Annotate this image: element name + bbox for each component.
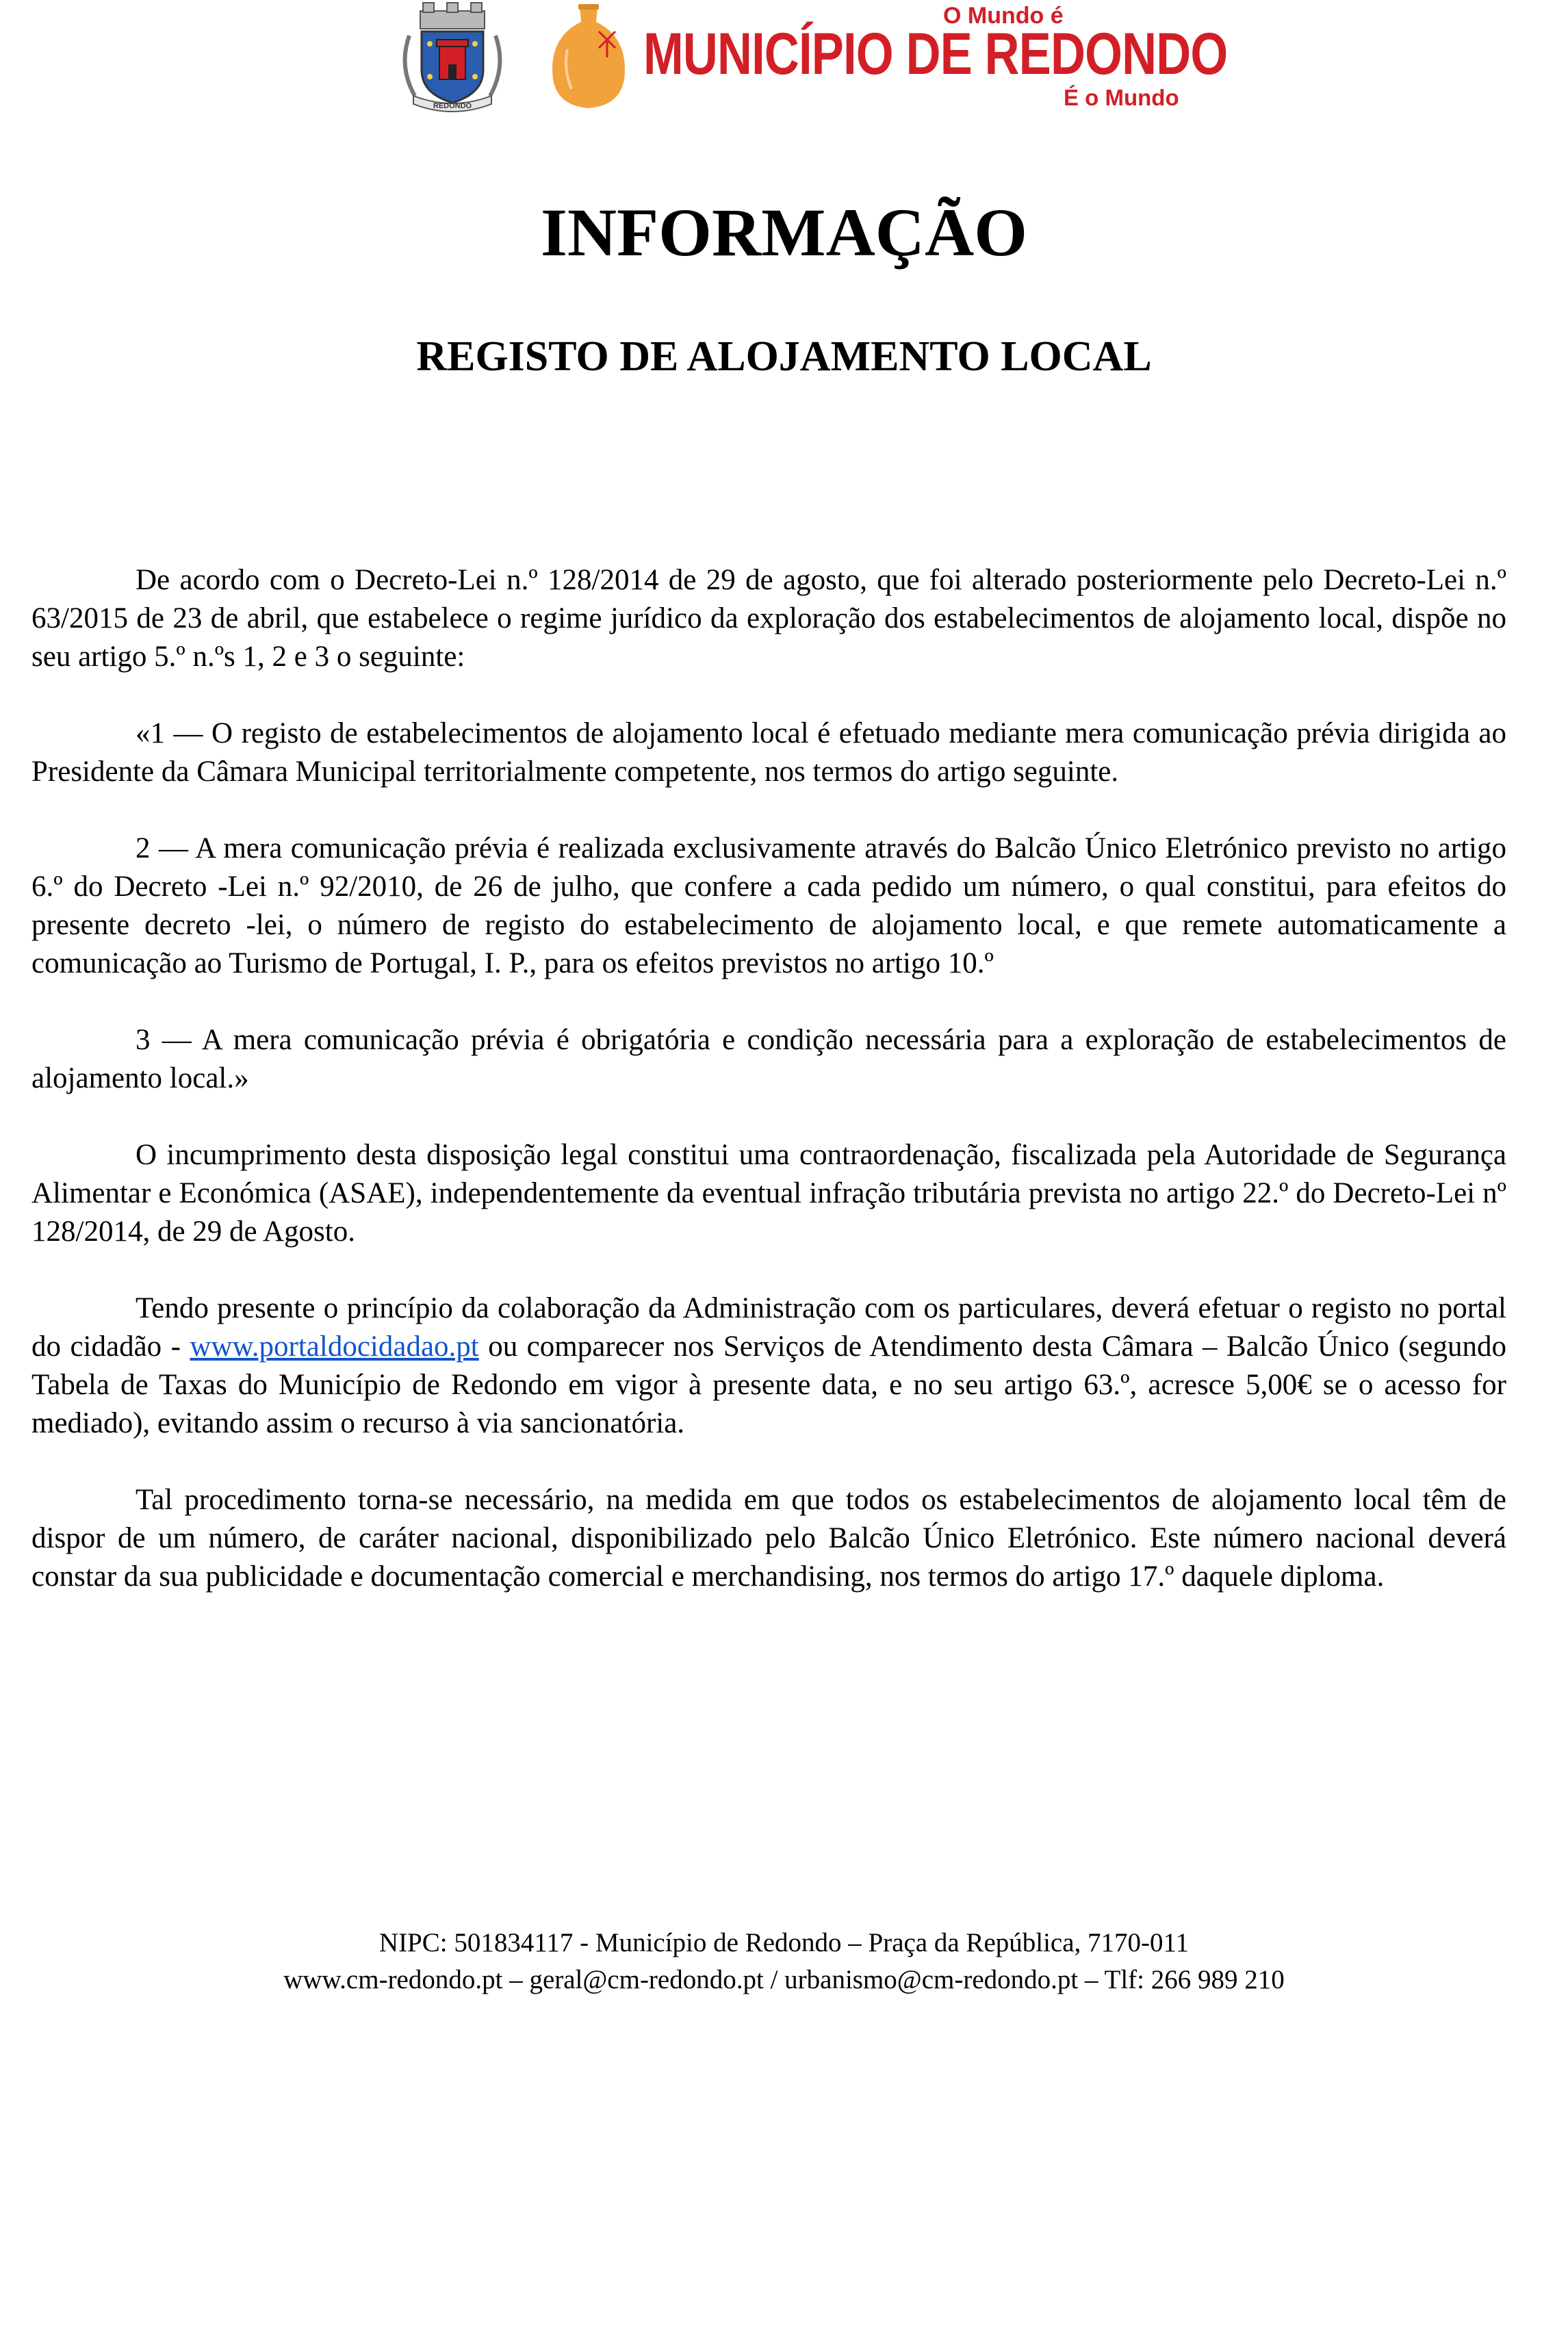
brand-name: MUNICÍPIO DE REDONDO (643, 21, 1228, 87)
paragraph-procedure: Tal procedimento torna-se necessário, na medida em que todos os estabelecimentos de alojamento local têm de dispor de um número, de caráter nacional, disponibilizado pelo Balcão Único Eletrónico. Este número nacional deverá constar da sua publicidade e documentação comercial e merchandising, nos termos do artigo 17.º daquele diploma. (31, 1484, 1506, 1593)
paragraph-infraction: O incumprimento desta disposição legal constitui uma contraordenação, fiscalizada pela Autoridade de Segurança Alimentar e Económica (ASAE), independentemente da eventual infração tributária prevista no artigo 22.º do Decreto-Lei nº 128/2014, de 29 de Agosto. (31, 1139, 1506, 1248)
municipal-crest-icon (394, 1, 511, 112)
portal-cidadao-link[interactable]: www.portaldocidadao.pt (190, 1330, 479, 1363)
document-subtitle: REGISTO DE ALOJAMENTO LOCAL (416, 333, 1152, 380)
brand-tagline-bottom: É o Mundo (1064, 85, 1179, 110)
footer-address: NIPC: 501834117 - Município de Redondo – Praça da República, 7170-011 (378, 1928, 1190, 1957)
document-title: INFORMAÇÃO (540, 194, 1028, 270)
registration-text-before: Tendo presente o princípio da colaboração da Administração com os particulares, deverá efetuar o registo no portal do cidadão - (31, 1292, 1506, 1363)
paragraph-quote-2: 2 — A mera comunicação prévia é realizada exclusivamente através do Balcão Único Eletrónico previsto no artigo 6.º do Decreto -Lei n.º 92/2010, de 26 de julho, que confere a cada pedido um número, o qual constitui, para efeitos do presente decreto -lei, o número de registo do estabelecimento de alojamento local, e que remete automaticamente a comunicação ao Turismo de Portugal, I. P., para os efeitos previstos no artigo 10.º (31, 832, 1506, 979)
page-footer (0, 1925, 1568, 1998)
paragraph-quote-3: 3 — A mera comunicação prévia é obrigatória e condição necessária para a exploração de estabelecimentos de alojamento local.» (31, 1024, 1506, 1094)
paragraph-quote-1: «1 — O registo de estabelecimentos de alojamento local é efetuado mediante mera comunicação prévia dirigida ao Presidente da Câmara Municipal territorialmente competente, nos termos do artigo seguinte. (31, 717, 1506, 788)
page-header (390, 0, 1228, 116)
clay-jar-icon (544, 1, 633, 111)
document-body (31, 561, 1506, 1634)
paragraph-registration (31, 1289, 1506, 1443)
crest-label: REDONDO (433, 102, 472, 110)
footer-contacts: www.cm-redondo.pt – geral@cm-redondo.pt / urbanismo@cm-redondo.pt – Tlf: 266 989 210 (283, 1965, 1285, 1994)
paragraph-intro: De acordo com o Decreto-Lei n.º 128/2014 de 29 de agosto, que foi alterado posteriormente pelo Decreto-Lei n.º 63/2015 de 23 de abril, que estabelece o regime jurídico da exploração dos estabelecimentos de alojamento local, dispõe no seu artigo 5.º n.ºs 1, 2 e 3 o seguinte: (31, 564, 1506, 673)
brand-tagline-top: O Mundo é (943, 3, 1064, 29)
registration-text-after: ou comparecer nos Serviços de Atendimento desta Câmara – Balcão Único (segundo Tabela de Taxas do Município de Redondo em vigor à presente data, e no seu artigo 63.º, acresce 5,00€ se o acesso for mediado), evitando assim o recurso à via sancionatória. (31, 1330, 1507, 1439)
